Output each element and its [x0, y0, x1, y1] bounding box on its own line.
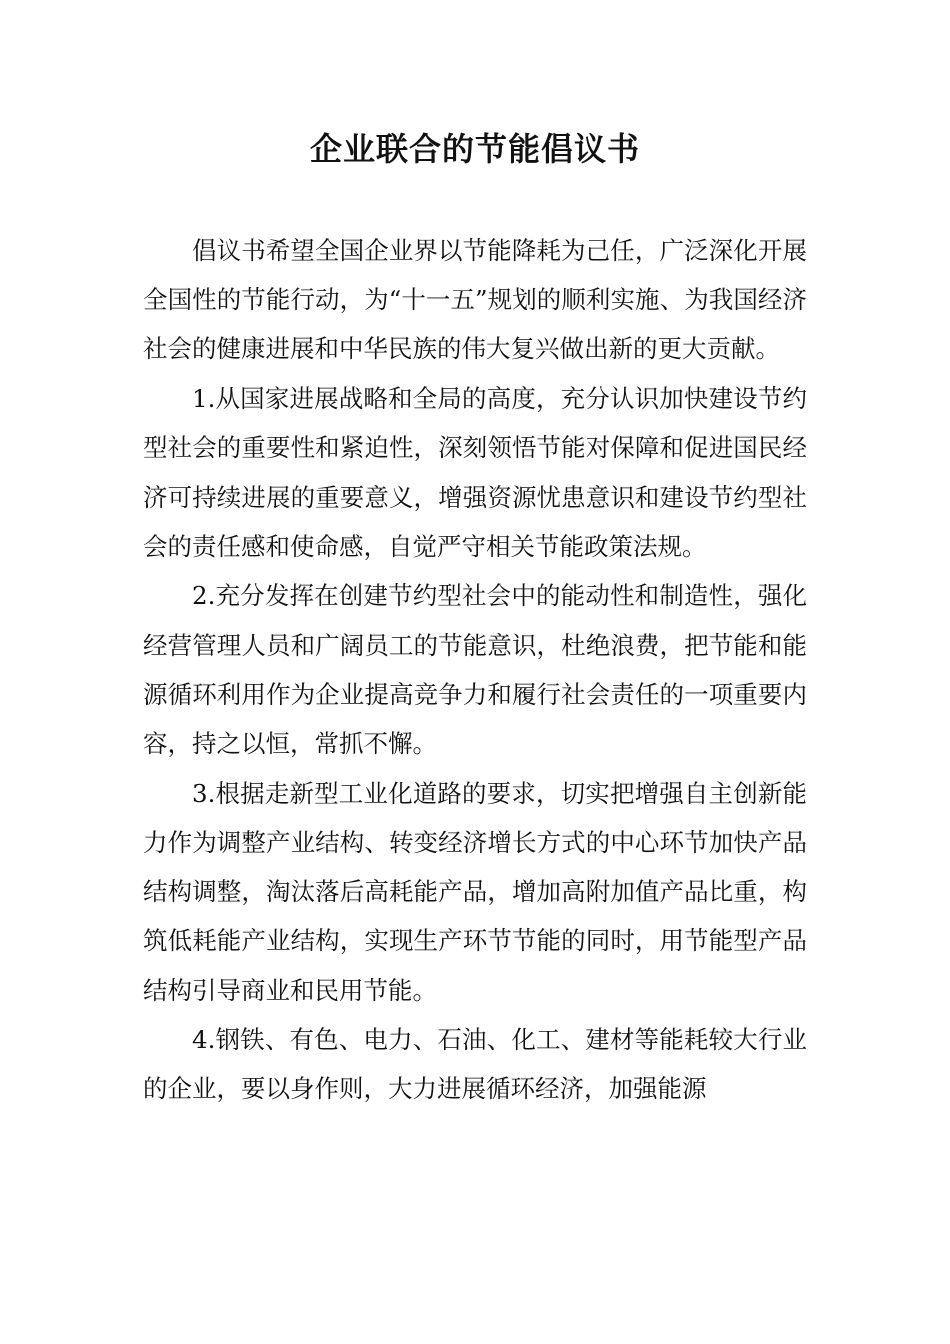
document-title: 企业联合的节能倡议书: [309, 130, 640, 168]
paragraph-item-1: 1.从国家进展战略和全局的高度，充分认识加快建设节约型社会的重要性和紧迫性，深刻领悟节能对保障和促进国民经济可持续进展的重要意义，增强资源忧患意识和建设节约型社会的责任感和使命感，自觉严守相关节能政策法规。: [143, 384, 807, 561]
paragraph-item-4: 4.钢铁、有色、电力、石油、化工、建材等能耗较大行业的企业，要以身作则，大力进展循环经济，加强能源: [143, 1025, 807, 1104]
document-body: [143, 226, 807, 1114]
paragraph-intro: 倡议书希望全国企业界以节能降耗为己任，广泛深化开展全国性的节能行动，为“十一五”规划的顺利实施、为我国经济社会的健康进展和中华民族的伟大复兴做出新的更大贡献。: [143, 236, 807, 364]
paragraph-item-2: 2.充分发挥在创建节约型社会中的能动性和制造性，强化经营管理人员和广阔员工的节能意识，杜绝浪费，把节能和能源循环利用作为企业提高竞争力和履行社会责任的一项重要内容，持之以恒，常抓不懈。: [143, 581, 807, 759]
paragraph-item-3: 3.根据走新型工业化道路的要求，切实把增强自主创新能力作为调整产业结构、转变经济增长方式的中心环节加快产品结构调整，淘汰落后高耗能产品，增加高附加值产品比重，构筑低耗能产业结构，实现生产环节节能的同时，用节能型产品结构引导商业和民用节能。: [143, 778, 807, 1005]
